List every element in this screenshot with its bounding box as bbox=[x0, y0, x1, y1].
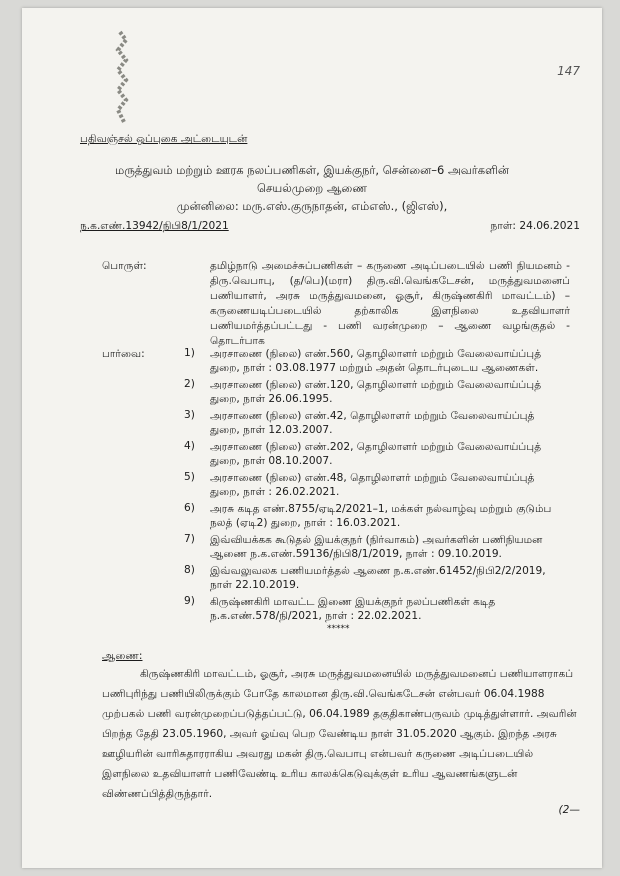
ref-9-line1: கிருஷ்ணகிரி மாவட்ட இணை இயக்குநர் நலப்பணிகள் கடித bbox=[210, 596, 496, 608]
ref-7-number: 7) bbox=[184, 533, 195, 545]
subject-text: தமிழ்நாடு அமைச்சுப்பணிகள் – கருணை அடிப்படையில் பணி நியமனம் - திரு.வெபாபு, (த/பெ)(மரா) திரு.வி.வெங்கடேசன், மருத்துவமனைப் பணியாளர், அரசு மருத்துவமனை, ஓசூர், கிருஷ்ணகிரி மாவட்டம்) – கருணையடிப்படையில் தற்காலிக இளநிலை உதவியாளர் பணியமர்த்தப்பட்டது - பணி வரன்முறை – ஆணை வழங்குதல் - தொடர்பாக bbox=[210, 260, 570, 347]
order-line-6: இளநிலை உதவியாளர் பணிவேண்டி உரிய காலக்கெடுவுக்குள் உரிய ஆவணங்களுடன் bbox=[102, 768, 518, 780]
ref-6-line2: நலத் (ஏடி2) துறை, நாள் : 16.03.2021. bbox=[210, 517, 401, 529]
presence-line: முன்னிலை: மரு.எஸ்.குருநாதன், எம்எஸ்., (ஜிஎஸ்), bbox=[176, 199, 448, 213]
reference-number: ந.க.எண்.13942/நிபி8/1/2021 bbox=[80, 220, 229, 232]
ref-4-line2: துறை, நாள் 08.10.2007. bbox=[210, 455, 333, 467]
office-line: மருத்துவம் மற்றும் ஊரக நலப்பணிகள், இயக்குநர், சென்னை–6 அவர்களின் bbox=[114, 163, 509, 177]
order-heading: ஆணை: bbox=[102, 650, 143, 662]
ref-9-line2: ந.க.எண்.578/நி/2021, நாள் : 22.02.2021. bbox=[210, 610, 422, 622]
separator-stars: ***** bbox=[327, 624, 350, 634]
ref-3-line1: அரசாணை (நிலை) எண்.42, தொழிலாளர் மற்றும் வேலைவாய்ப்புத் bbox=[210, 410, 535, 422]
ref-2-line2: துறை, நாள் 26.06.1995. bbox=[210, 393, 333, 405]
ref-3-line2: துறை, நாள் 12.03.2007. bbox=[210, 424, 333, 436]
ref-9-number: 9) bbox=[184, 595, 195, 607]
ref-4-line1: அரசாணை (நிலை) எண்.202, தொழிலாளர் மற்றும் வேலைவாய்ப்புத் bbox=[210, 441, 542, 453]
ref-1-number: 1) bbox=[184, 347, 195, 359]
order-line-7: விண்ணப்பித்திருந்தார். bbox=[102, 788, 213, 800]
order-date: நாள்: 24.06.2021 bbox=[490, 220, 580, 232]
ref-8-number: 8) bbox=[184, 564, 195, 576]
proceedings-title: செயல்முறை ஆணை bbox=[257, 181, 367, 195]
ref-1-line1: அரசாணை (நிலை) எண்.560, தொழிலாளர் மற்றும் வேலைவாய்ப்புத் bbox=[210, 348, 542, 360]
ref-5-number: 5) bbox=[184, 471, 195, 483]
order-line-5: ஊழியரின் வாரிசுதாரராகிய அவரது மகன் திரு.வெபாபு என்பவர் கருணை அடிப்படையில் bbox=[102, 748, 534, 760]
ref-7-line1: இவ்வியக்கக கூடுதல் இயக்குநர் (நிர்வாகம்) அவர்களின் பணிநியமன bbox=[210, 534, 543, 546]
ref-6-line1: அரசு கடித எண்.8755/ஏடி2/2021–1, மக்கள் நல்வாழ்வு மற்றும் குடும்ப bbox=[210, 503, 552, 515]
ref-2-number: 2) bbox=[184, 378, 195, 390]
ref-6-number: 6) bbox=[184, 502, 195, 514]
ref-4-number: 4) bbox=[184, 440, 195, 452]
ref-7-line2: ஆணை ந.க.எண்.59136/நிபி8/1/2019, நாள் : 09.10.2019. bbox=[210, 548, 502, 560]
ref-1-line2: துறை, நாள் : 03.08.1977 மற்றும் அதன் தொடர்புடைய ஆணைகள். bbox=[210, 362, 539, 374]
attestation-line: பதிவஞ்சல் ஒப்புகை அட்டையுடன் bbox=[80, 133, 248, 145]
order-line-2: பணிபுரிந்து பணியிலிருக்கும் போதே காலமான திரு.வி.வெங்கடேசன் என்பவர் 06.04.1988 bbox=[102, 688, 545, 700]
reference-label: பார்வை: bbox=[102, 348, 145, 360]
page-number: 147 bbox=[557, 64, 580, 78]
order-line-4: பிறந்த தேதி 23.05.1960, அவர் ஓய்வு பெற வேண்டிய நாள் 31.05.2020 ஆகும். இறந்த அரசு bbox=[102, 728, 557, 740]
ref-3-number: 3) bbox=[184, 409, 195, 421]
ref-8-line2: நாள் 22.10.2019. bbox=[210, 579, 300, 591]
ref-5-line1: அரசாணை (நிலை) எண்.48, தொழிலாளர் மற்றும் வேலைவாய்ப்புத் bbox=[210, 472, 535, 484]
document-page bbox=[22, 8, 602, 868]
order-line-1: கிருஷ்ணகிரி மாவட்டம், ஓசூர், அரசு மருத்துவமனையில் மருத்துவமனைப் பணியாளராகப் bbox=[140, 668, 574, 680]
ref-5-line2: துறை, நாள் : 26.02.2021. bbox=[210, 486, 340, 498]
ref-8-line1: இவ்வலுவலக பணியமர்த்தல் ஆணை ந.க.எண்.61452/நிபி2/2/2019, bbox=[210, 565, 546, 577]
order-line-3: முற்பகல் பணி வரன்முறைப்படுத்தப்பட்டு, 06.04.1989 தகுதிகாண்பருவம் முடித்துள்ளார். அவரின் bbox=[102, 708, 577, 720]
subject-label: பொருள்: bbox=[102, 260, 147, 272]
staple-mark-icon bbox=[108, 30, 138, 130]
continuation-mark: (2— bbox=[558, 804, 580, 816]
ref-2-line1: அரசாணை (நிலை) எண்.120, தொழிலாளர் மற்றும் வேலைவாய்ப்புத் bbox=[210, 379, 542, 391]
